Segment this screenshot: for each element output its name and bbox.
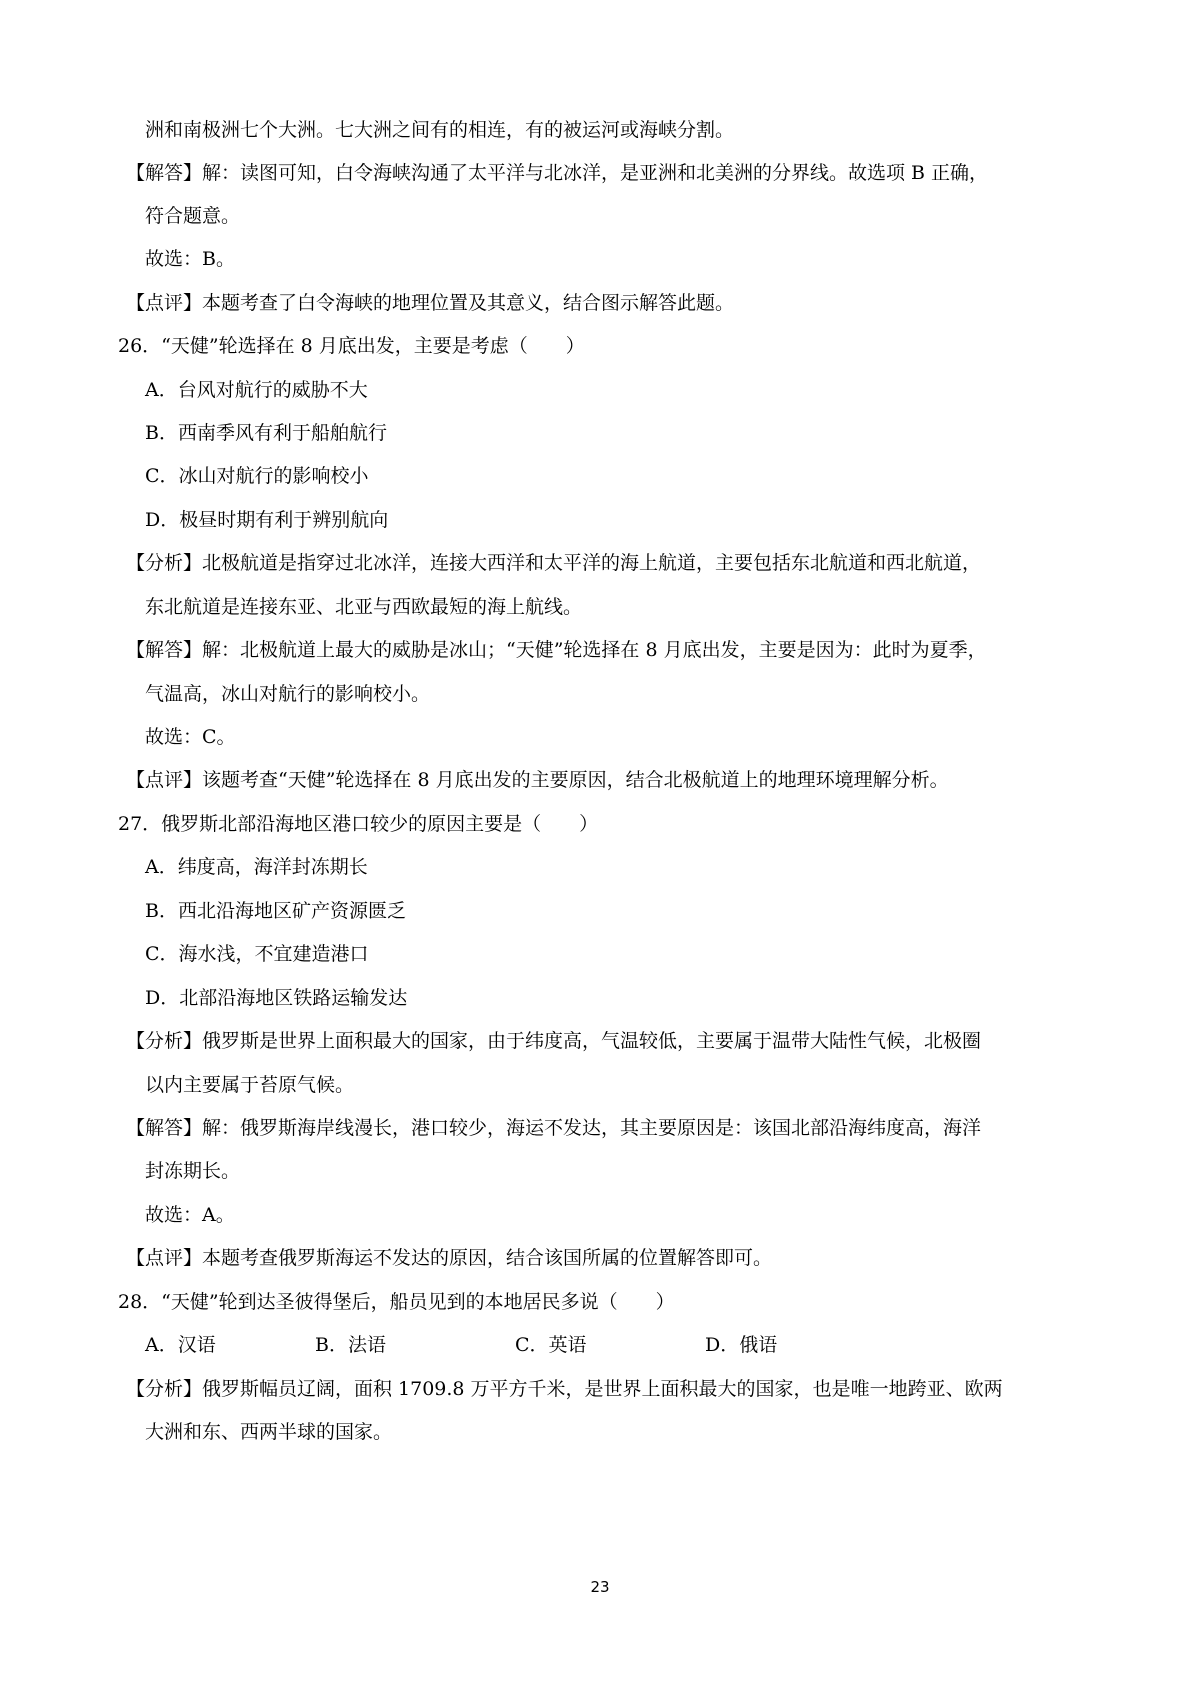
text-line: 洲和南极洲七个大洲。七大洲之间有的相连，有的被运河或海峡分割。 [145,119,735,141]
choice-line: 故选：A。 [145,1204,235,1226]
option-b: B．西北沿海地区矿产资源匮乏 [145,900,406,922]
page-number: 23 [590,1578,610,1596]
option-d: D．北部沿海地区铁路运输发达 [145,987,408,1009]
comment-line: 【点评】该题考查“天健”轮选择在 8 月底出发的主要原因，结合北极航道上的地理环境理解分析。 [126,769,949,791]
option-c: C．冰山对航行的影响校小 [145,465,369,487]
text-line: 以内主要属于苔原气候。 [145,1074,355,1096]
comment-line: 【点评】本题考查了白令海峡的地理位置及其意义，结合图示解答此题。 [126,292,735,314]
text-line: 气温高，冰山对航行的影响校小。 [145,683,431,705]
text-line: 符合题意。 [145,205,241,227]
text-line: 大洲和东、西两半球的国家。 [145,1421,393,1443]
comment-line: 【点评】本题考查俄罗斯海运不发达的原因，结合该国所属的位置解答即可。 [126,1247,773,1269]
analysis-line: 【分析】北极航道是指穿过北冰洋，连接大西洋和太平洋的海上航道，主要包括东北航道和西北航道， [126,552,982,574]
option-d: D．俄语 [705,1334,778,1356]
analysis-line: 【分析】俄罗斯是世界上面积最大的国家，由于纬度高，气温较低，主要属于温带大陆性气候，北极圈 [126,1030,982,1052]
option-c: C．海水浅，不宜建造港口 [145,943,369,965]
choice-line: 故选：B。 [145,248,235,270]
text-line: 封冻期长。 [145,1160,241,1182]
option-d: D．极昼时期有利于辨别航向 [145,509,389,531]
question-28-options [0,1332,1200,1358]
option-b: B．法语 [315,1334,386,1356]
option-b: B．西南季风有利于船舶航行 [145,422,387,444]
option-a: A．台风对航行的威胁不大 [145,379,368,401]
question-28: 28．“天健”轮到达圣彼得堡后，船员见到的本地居民多说（ ） [118,1291,675,1313]
analysis-line: 【分析】俄罗斯幅员辽阔，面积 1709.8 万平方千米，是世界上面积最大的国家，也是唯一地跨亚、欧两 [126,1378,1003,1400]
answer-line: 【解答】解：北极航道上最大的威胁是冰山；“天健”轮选择在 8 月底出发，主要是因为：此时为夏季， [126,639,987,661]
option-c: C．英语 [515,1334,587,1356]
text-line: 东北航道是连接东亚、北亚与西欧最短的海上航线。 [145,596,583,618]
question-26: 26．“天健”轮选择在 8 月底出发，主要是考虑（ ） [118,335,585,357]
choice-line: 故选：C。 [145,726,236,748]
option-a: A．汉语 [145,1334,216,1356]
question-27: 27．俄罗斯北部沿海地区港口较少的原因主要是（ ） [118,813,599,835]
option-a: A．纬度高，海洋封冻期长 [145,856,368,878]
answer-line: 【解答】解：读图可知，白令海峡沟通了太平洋与北冰洋，是亚洲和北美洲的分界线。故选项 B 正确， [126,162,989,184]
answer-line: 【解答】解：俄罗斯海岸线漫长，港口较少，海运不发达，其主要原因是：该国北部沿海纬度高，海洋 [126,1117,982,1139]
